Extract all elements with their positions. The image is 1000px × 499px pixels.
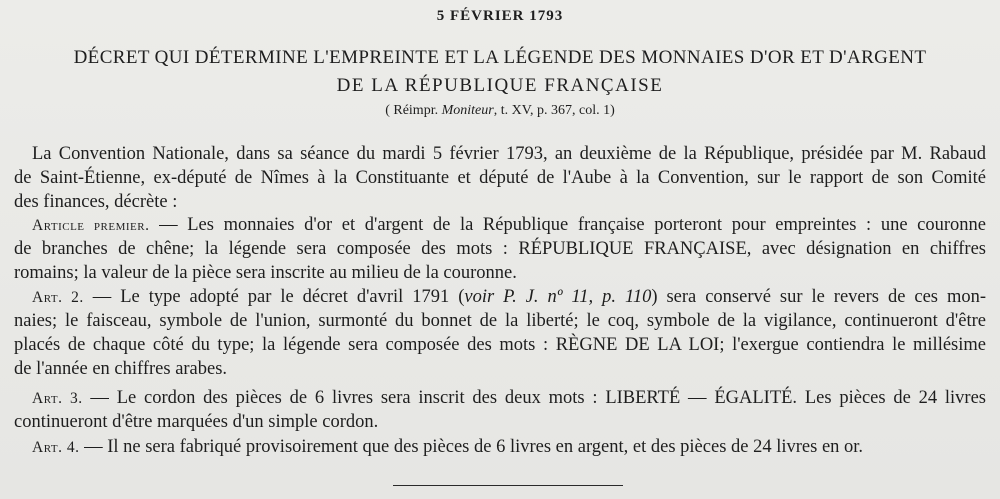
article-2-line-3: placés de chaque côté du type; la légende sera composée des mots : RÈGNE DE LA LOI; l'exergue contiendra le millésime: [14, 335, 986, 355]
article-3-first-line: [32, 388, 986, 409]
article-3-label: Art. 3.: [32, 390, 83, 407]
article-4-line: [32, 437, 986, 458]
article-2-line-2: naies; le faisceau, symbole de l'union, surmonté du bonnet de la liberté; le coq, symbole de la vigilance, continueront d'être: [14, 311, 986, 331]
article-1-first-line: [32, 215, 986, 236]
closing-rule: [393, 485, 623, 486]
article-2-line-4: de l'année en chiffres arabes.: [14, 359, 228, 379]
source-reference-journal: Moniteur: [441, 103, 494, 118]
source-reference-pre: ( Réimpr.: [385, 103, 442, 118]
article-3-text-start: — Le cordon des pièces de 6 livres sera inscrit des deux mots : LIBERTÉ — ÉGALITÉ. Les pièces de 24 livres: [82, 388, 987, 408]
article-2-citation: voir P. J. nº 11, p. 110: [464, 287, 652, 307]
article-1-label: Article premier.: [32, 217, 150, 234]
article-1-line-2: de branches de chêne; la légende sera composée des mots : RÉPUBLIQUE FRANÇAISE, avec désignation en chiffres: [14, 239, 986, 259]
article-4-text: — Il ne sera fabriqué provisoirement que des pièces de 6 livres en argent, et des pièces de 24 livres en or.: [84, 437, 864, 457]
article-1-line-3: romains; la valeur de la pièce sera inscrite au milieu de la couronne.: [14, 263, 517, 283]
decree-date: 5 FÉVRIER 1793: [436, 8, 564, 24]
decree-title-line-2: DE LA RÉPUBLIQUE FRANÇAISE: [336, 75, 664, 96]
article-3-line-2: continueront d'être marquées d'un simple cordon.: [14, 412, 379, 432]
preamble-line-1: La Convention Nationale, dans sa séance du mardi 5 février 1793, an deuxième de la République, présidée par M. Rabaud: [32, 144, 986, 164]
article-4-label: Art. 4.: [32, 439, 80, 456]
article-2-text-start: — Le type adopté par le décret d'avril 1791 (: [83, 287, 465, 307]
decree-title-line-1: DÉCRET QUI DÉTERMINE L'EMPREINTE ET LA LÉGENDE DES MONNAIES D'OR ET D'ARGENT: [73, 47, 927, 68]
source-reference-post: , t. XV, p. 367, col. 1): [493, 103, 615, 118]
article-2-first-line: [32, 287, 986, 308]
preamble-line-3: des finances, décrète :: [14, 192, 178, 212]
article-1-text-start: — Les monnaies d'or et d'argent de la République française porteront pour empreintes : une couronne: [149, 215, 987, 235]
article-2-label: Art. 2.: [32, 289, 84, 306]
article-2-text-cont: ) sera conservé sur le revers de ces mon-: [651, 287, 987, 307]
source-reference: [0, 103, 1000, 119]
preamble-line-2: de Saint-Étienne, ex-député de Nîmes à la Constituante et député de l'Aube à la Convention, sur le rapport de son Comité: [14, 168, 986, 188]
